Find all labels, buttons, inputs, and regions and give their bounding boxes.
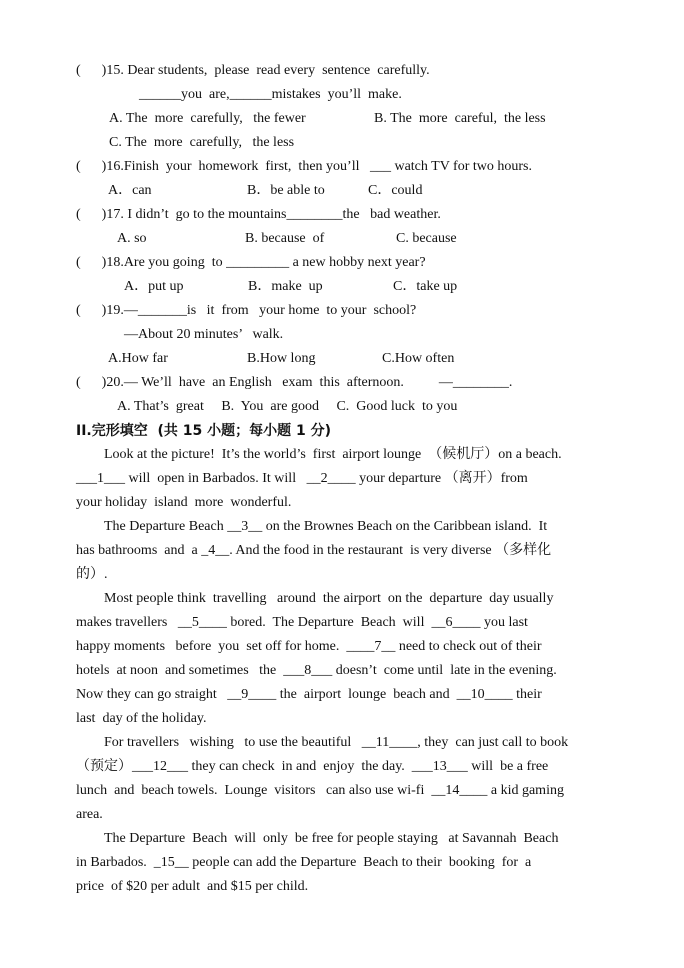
- passage-line: ___1___ will open in Barbados. It will __2____ your departure （离开）from: [76, 471, 528, 486]
- question-20-options: A. That’s great B. You are good C. Good luck to you: [117, 399, 458, 414]
- question-15-option-c: C. The more carefully, the less: [109, 135, 295, 150]
- question-19-option-b: B.How long: [247, 351, 316, 366]
- passage-line: The Departure Beach will only be free for people staying at Savannah Beach: [104, 831, 559, 846]
- question-19-stem: ( )19.—_______is it from your home to your school?: [76, 303, 417, 318]
- question-17-option-c: C. because: [396, 231, 457, 246]
- question-15-stem: ( )15. Dear students, please read every sentence carefully.: [76, 63, 430, 78]
- question-17-option-b: B. because of: [245, 231, 325, 246]
- question-15-stem-cont: ______you are,______mistakes you’ll make.: [139, 87, 402, 102]
- passage-line: in Barbados. _15__ people can add the Departure Beach to their booking for a: [76, 855, 532, 870]
- question-19-option-c: C.How often: [382, 351, 455, 366]
- passage-line: happy moments before you set off for home. ____7__ need to check out of their: [76, 639, 542, 654]
- passage-line: makes travellers __5____ bored. The Departure Beach will __6____ you last: [76, 615, 528, 630]
- passage-line: The Departure Beach __3__ on the Brownes Beach on the Caribbean island. It: [104, 519, 548, 534]
- section-heading: II.完形填空 (共 15 小题；每小题 1 分): [76, 423, 332, 439]
- question-18-option-a: A．put up: [124, 279, 184, 294]
- question-16-option-a: A．can: [108, 183, 152, 198]
- question-18-option-b: B．make up: [248, 279, 323, 294]
- passage-line: 的）.: [76, 567, 108, 582]
- passage-line: For travellers wishing to use the beautiful __11____, they can just call to book: [104, 735, 569, 750]
- passage-line: （预定）___12___ they can check in and enjoy the day. ___13___ will be a free: [76, 759, 549, 774]
- question-16-option-c: C．could: [368, 183, 423, 198]
- passage-line: lunch and beach towels. Lounge visitors can also use wi-fi __14____ a kid gaming: [76, 783, 564, 798]
- question-19-option-a: A.How far: [108, 351, 168, 366]
- question-18-option-c: C．take up: [393, 279, 458, 294]
- passage-line: Now they can go straight __9____ the airport lounge beach and __10____ their: [76, 687, 542, 702]
- passage-line: price of $20 per adult and $15 per child.: [76, 879, 309, 894]
- passage-line: Most people think travelling around the airport on the departure day usually: [104, 591, 554, 606]
- question-17-option-a: A. so: [117, 231, 147, 246]
- question-16-stem: ( )16.Finish your homework first, then you’ll ___ watch TV for two hours.: [76, 159, 532, 174]
- passage-line: last day of the holiday.: [76, 711, 207, 726]
- question-20-stem: ( )20.— We’ll have an English exam this afternoon. —________.: [76, 375, 513, 390]
- passage-line: hotels at noon and sometimes the ___8___ doesn’t come until late in the evening.: [76, 663, 557, 678]
- question-17-stem: ( )17. I didn’t go to the mountains________the bad weather.: [76, 207, 441, 222]
- question-15-option-b: B. The more careful, the less: [374, 111, 546, 126]
- passage-line: your holiday island more wonderful.: [76, 495, 292, 510]
- question-18-stem: ( )18.Are you going to _________ a new hobby next year?: [76, 255, 426, 270]
- passage-line: area.: [76, 807, 103, 822]
- question-15-option-a: A. The more carefully, the fewer: [109, 111, 306, 126]
- passage-line: Look at the picture! It’s the world’s first airport lounge （候机厅）on a beach.: [104, 447, 562, 462]
- passage-line: has bathrooms and a _4__. And the food in the restaurant is very diverse （多样化: [76, 543, 552, 558]
- question-16-option-b: B．be able to: [247, 183, 325, 198]
- question-19-answer-line: —About 20 minutes’ walk.: [124, 327, 284, 342]
